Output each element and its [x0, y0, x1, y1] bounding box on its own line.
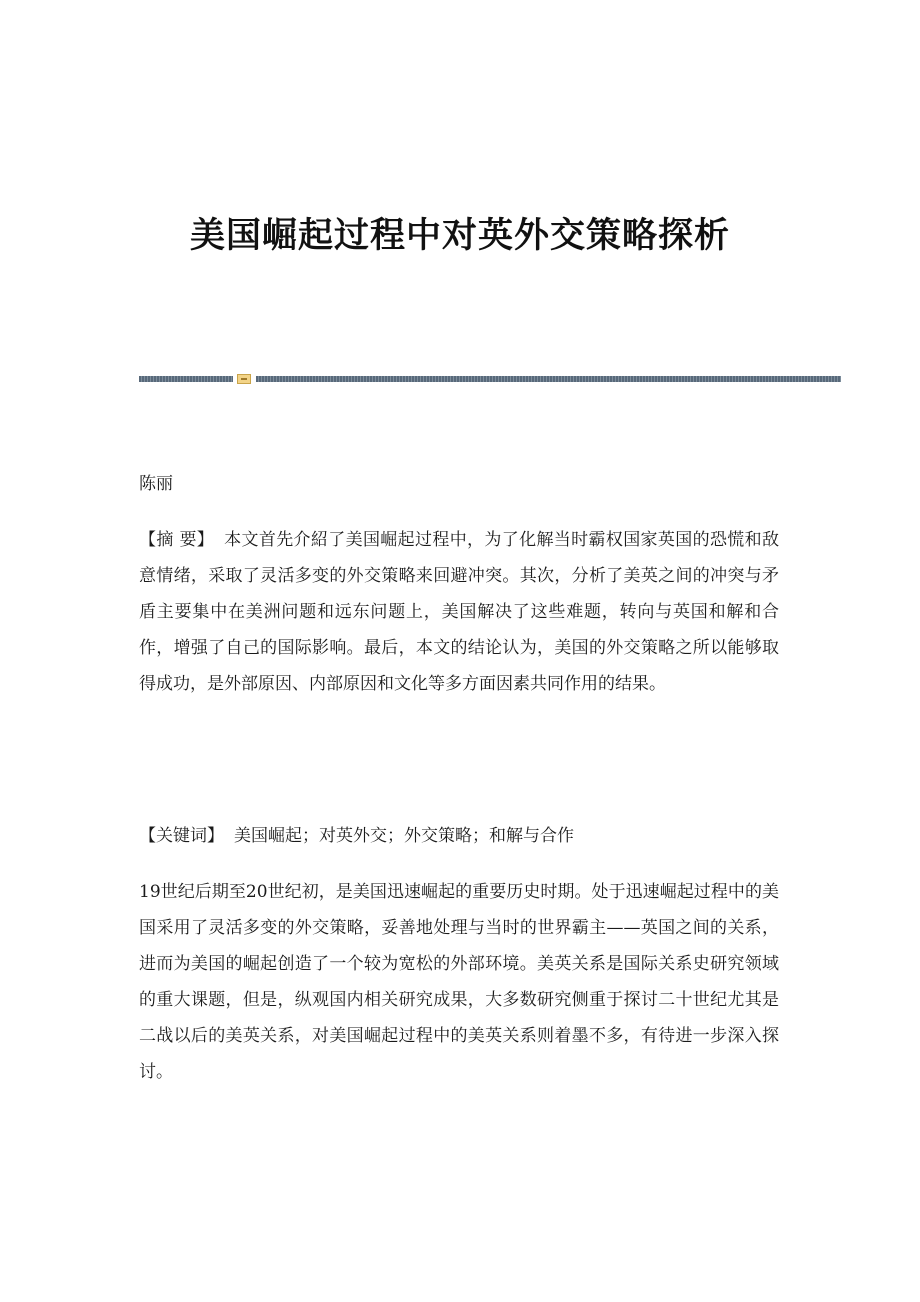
abstract-text: 本文首先介紹了美国崛起过程中，为了化解当时霸权国家英国的恐慌和敌意情绪，采取了灵活多变的外交策略来回避冲突。其次，分析了美英之间的冲突与矛盾主要集中在美洲问题和远东问题上，美国解决了这些难题，转向与英国和解和合作，增强了自己的国际影响。最后，本文的结论认为，美国的外交策略之所以能够取得成功，是外部原因、内部原因和文化等多方面因素共同作用的结果。 — [139, 530, 779, 694]
body-paragraph: 19世纪后期至20世纪初，是美国迅速崛起的重要历史时期。处于迅速崛起过程中的美国采用了灵活多变的外交策略，妥善地处理与当时的世界霸主——英国之间的关系，进而为美国的崛起创造了一个较为宽松的外部环境。美英关系是国际关系史研究领域的重大课题，但是，纵观国内相关研究成果，大多数研究侧重于探讨二十世纪尤其是二战以后的美英关系，对美国崛起过程中的美英关系则着墨不多，有待进一步深入探讨。 — [139, 882, 779, 1082]
author-name: 陈丽 — [139, 474, 173, 494]
keywords-label: 【关键词】 — [139, 826, 224, 846]
abstract-paragraph — [139, 522, 779, 702]
abstract-label: 【摘 要】 — [139, 530, 215, 550]
keywords-text: 美国崛起；对英外交；外交策略；和解与合作 — [234, 826, 574, 846]
divider-bar-right — [256, 376, 841, 382]
divider-bar-left — [139, 376, 233, 382]
divider-ornament-icon — [237, 374, 251, 384]
keywords-paragraph — [139, 818, 779, 854]
document-title: 美国崛起过程中对英外交策略探析 — [189, 215, 730, 256]
decorative-divider — [139, 374, 841, 384]
